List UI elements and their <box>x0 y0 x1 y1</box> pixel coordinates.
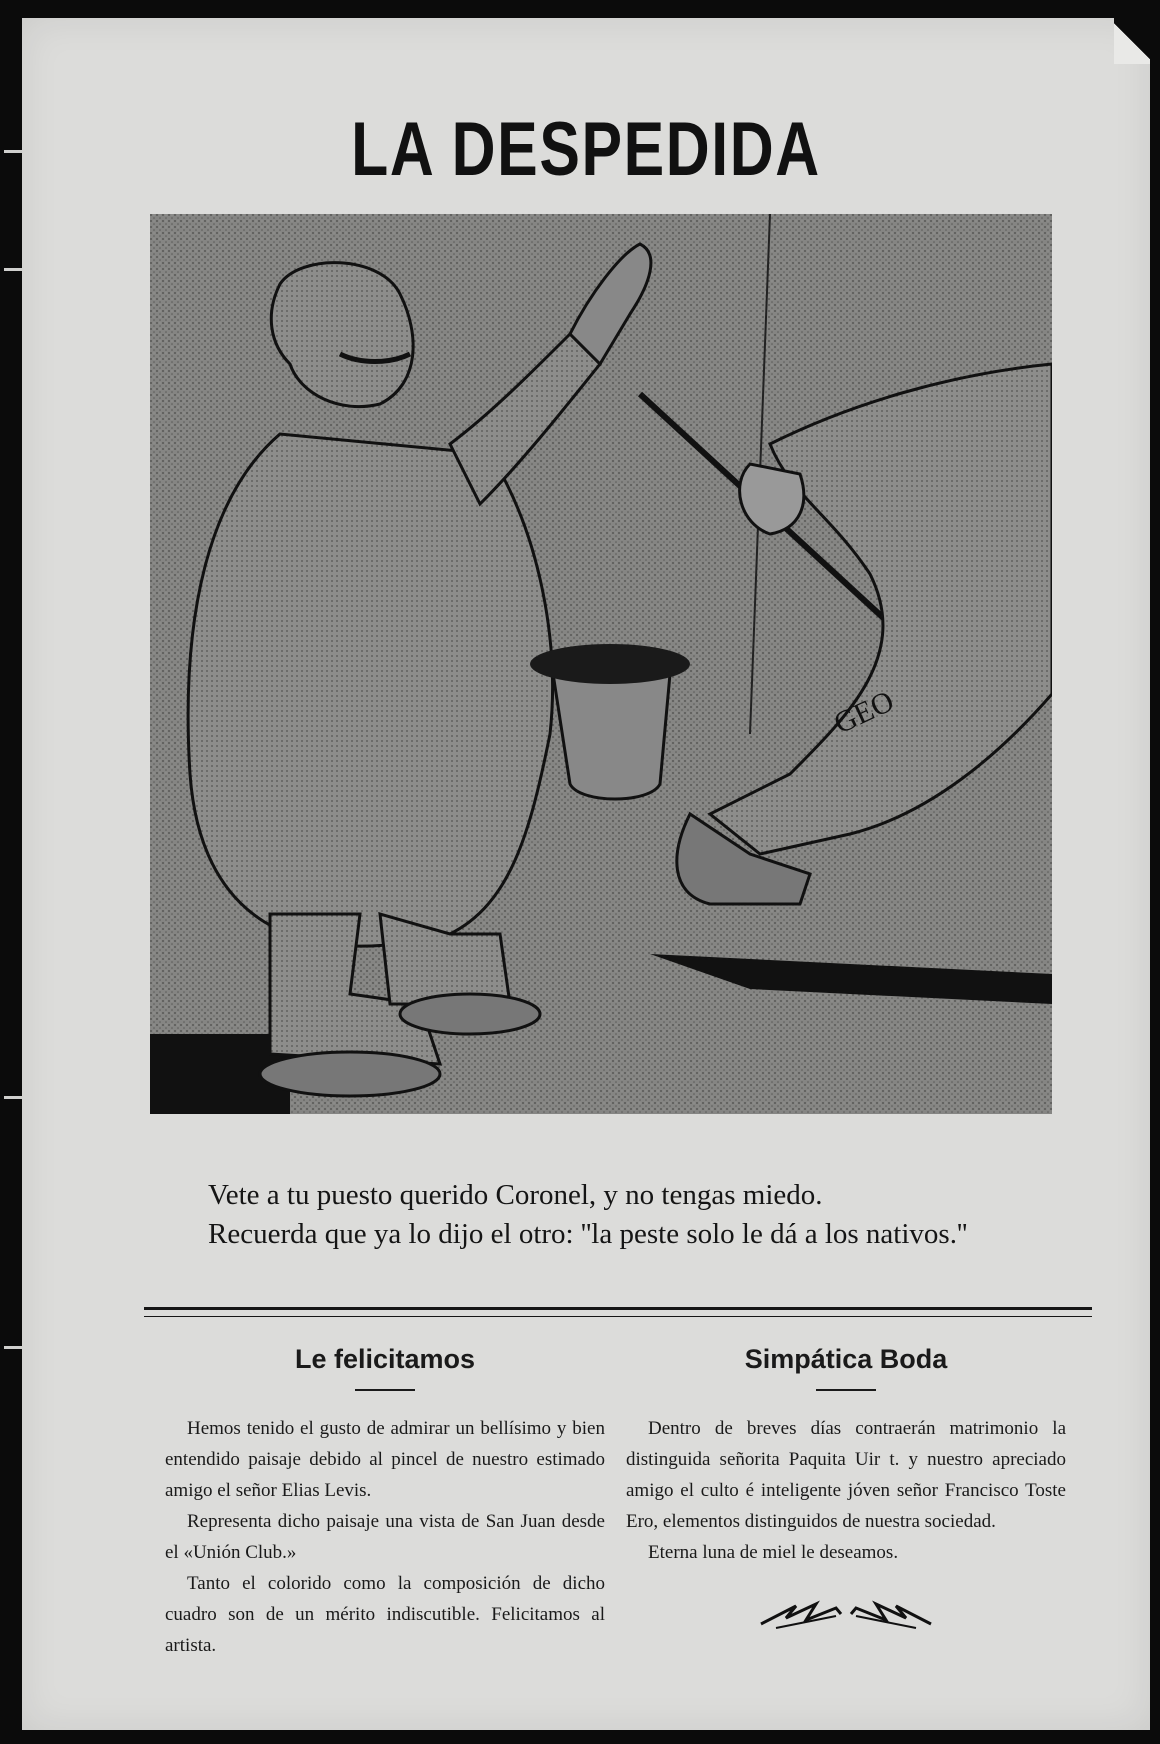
decorative-ornament-icon <box>756 1594 936 1634</box>
caption-line-1: Vete a tu puesto querido Coronel, y no tengas miedo. <box>208 1179 823 1211</box>
title-rule <box>816 1389 876 1391</box>
title-rule <box>355 1389 415 1391</box>
article-title: Simpática Boda <box>744 1344 948 1374</box>
article-paragraph: Dentro de breves días contraerán matrimonio la distinguida señorita Paquita Uir t. y nuestro apreciado amigo el culto é inteligente jóven señor Francisco Toste Ero, elementos distinguidos de nuestra sociedad. <box>626 1418 1066 1532</box>
article-paragraph: Representa dicho paisaje una vista de San Juan desde el «Unión Club.» <box>165 1511 605 1563</box>
section-divider <box>144 1307 1092 1310</box>
corner-fold <box>1114 18 1150 64</box>
cartoon-illustration <box>150 214 1052 1114</box>
caption-line-2: Recuerda que ya lo dijo el otro: ''la peste solo le dá a los nativos.'' <box>208 1218 968 1250</box>
article-paragraph: Tanto el colorido como la composición de dicho cuadro son de un mérito indiscutible. Felicitamos al artista. <box>165 1573 605 1656</box>
article-le-felicitamos <box>165 1344 605 1661</box>
page-binding <box>0 0 22 1744</box>
man-figure <box>188 434 552 946</box>
artist-signature: GEO <box>829 684 899 741</box>
article-paragraph: Hemos tenido el gusto de admirar un bellísimo y bien entendido paisaje debido al pincel de nuestro estimado amigo el señor Elias Levis. <box>165 1418 605 1501</box>
magazine-page <box>22 18 1150 1730</box>
article-simpatica-boda <box>626 1344 1066 1634</box>
article-title: Le felicitamos <box>294 1344 476 1374</box>
section-divider-thin <box>144 1316 1092 1317</box>
page-title: LA DESPEDIDA <box>351 107 821 192</box>
cartoon-caption <box>142 1176 1102 1254</box>
article-paragraph: Eterna luna de miel le deseamos. <box>648 1542 899 1563</box>
